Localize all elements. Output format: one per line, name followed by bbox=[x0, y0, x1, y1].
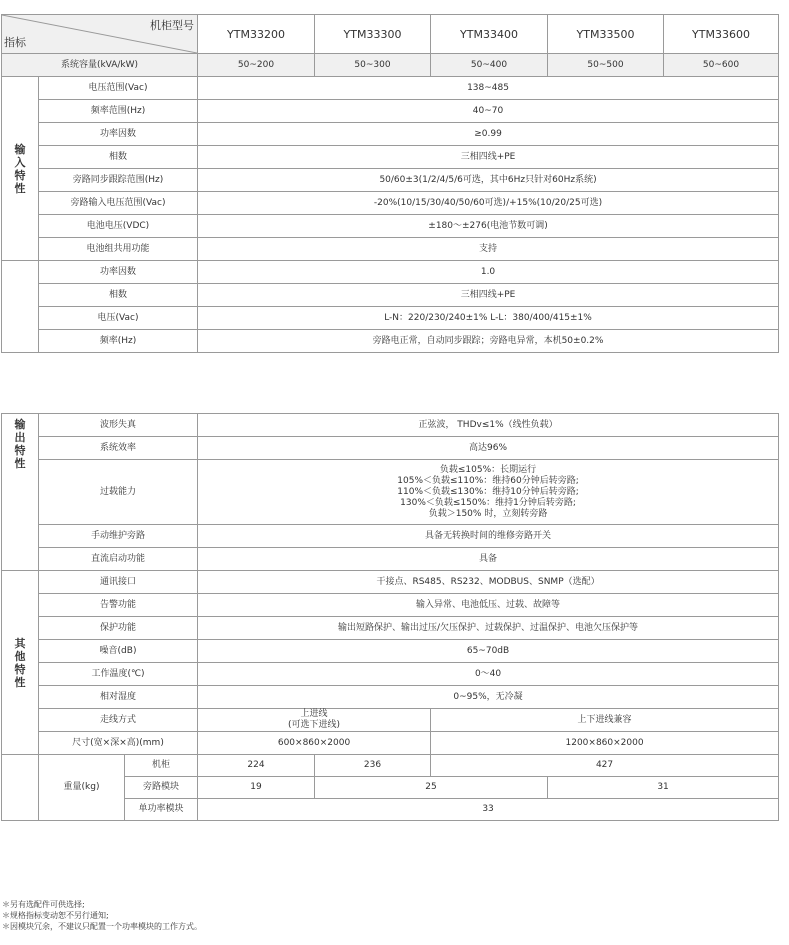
spec-value: ±180～±276(电池节数可调) bbox=[198, 215, 779, 238]
spec-row bbox=[2, 307, 779, 330]
model-header: YTM33300 bbox=[315, 15, 431, 54]
overload-line: 105%＜负载≤110%：维持60分钟后转旁路; bbox=[397, 475, 579, 486]
spec-label: 保护功能 bbox=[39, 617, 198, 640]
wiring-row bbox=[2, 709, 779, 732]
model-header: YTM33500 bbox=[548, 15, 664, 54]
weight-group-cell bbox=[2, 755, 39, 821]
spec-row bbox=[2, 686, 779, 709]
spec-label: 频率范围(Hz) bbox=[39, 100, 198, 123]
spec-value: 输入异常、电池低压、过载、故障等 bbox=[198, 594, 779, 617]
spec-value: 50/60±3(1/2/4/5/6可选，其中6Hz只针对60Hz系统) bbox=[198, 169, 779, 192]
size-row bbox=[2, 732, 779, 755]
spec-label: 直流启动功能 bbox=[39, 548, 198, 571]
weight-sub-label: 单功率模块 bbox=[125, 799, 198, 821]
spec-value: 0～40 bbox=[198, 663, 779, 686]
spec-row bbox=[2, 640, 779, 663]
model-header: YTM33600 bbox=[664, 15, 779, 54]
weight-sub-label: 机柜 bbox=[125, 755, 198, 777]
capacity-value: 50~600 bbox=[664, 54, 779, 77]
overload-line: 负载≤105%：长期运行 bbox=[439, 464, 537, 475]
spec-label: 手动维护旁路 bbox=[39, 525, 198, 548]
spec-row bbox=[2, 437, 779, 460]
footnote: ＊另有选配件可供选择; bbox=[2, 900, 85, 909]
spec-value: 三相四线+PE bbox=[198, 146, 779, 169]
footnote: ＊规格指标变动恕不另行通知; bbox=[2, 911, 109, 920]
spec-value: 65~70dB bbox=[198, 640, 779, 663]
spec-row bbox=[2, 460, 779, 525]
overload-value bbox=[198, 460, 779, 525]
spec-value: 1.0 bbox=[198, 261, 779, 284]
spec-value: 支持 bbox=[198, 238, 779, 261]
weight-value: 224 bbox=[198, 755, 315, 777]
other-group-label: 其 他 特 性 bbox=[2, 571, 39, 755]
overload-line: 110%＜负载≤130%：维持10分钟后转旁路; bbox=[397, 486, 579, 497]
spec-row bbox=[2, 284, 779, 307]
spec-label: 告警功能 bbox=[39, 594, 198, 617]
spec-label: 功率因数 bbox=[39, 261, 198, 284]
header-row bbox=[2, 15, 779, 54]
spec-value: 高达96% bbox=[198, 437, 779, 460]
spec-value: 旁路电正常，自动同步跟踪；旁路电异常，本机50±0.2% bbox=[198, 330, 779, 353]
weight-value: 236 bbox=[315, 755, 431, 777]
spec-label: 系统效率 bbox=[39, 437, 198, 460]
spec-label: 旁路输入电压范围(Vac) bbox=[39, 192, 198, 215]
spec-table-part1 bbox=[1, 14, 779, 353]
spec-value: 138~485 bbox=[198, 77, 779, 100]
wiring-line: 上进线 bbox=[300, 709, 328, 719]
spec-label: 功率因数 bbox=[39, 123, 198, 146]
footnote: ＊因模块冗余，不建议只配置一个功率模块的工作方式。 bbox=[2, 922, 202, 931]
spec-label: 相数 bbox=[39, 146, 198, 169]
spec-value: 三相四线+PE bbox=[198, 284, 779, 307]
spec-value: ≥0.99 bbox=[198, 123, 779, 146]
row-axis-label: 指标 bbox=[4, 36, 26, 49]
spec-value: -20%(10/15/30/40/50/60可选)/+15%(10/20/25可选) bbox=[198, 192, 779, 215]
spec-label: 电池组共用功能 bbox=[39, 238, 198, 261]
spec-row bbox=[2, 525, 779, 548]
spec-label: 相数 bbox=[39, 284, 198, 307]
spec-label: 工作温度(℃) bbox=[39, 663, 198, 686]
spec-row bbox=[2, 617, 779, 640]
corner-header-cell bbox=[2, 15, 198, 54]
spec-label: 波形失真 bbox=[39, 414, 198, 437]
spec-label: 电池电压(VDC) bbox=[39, 215, 198, 238]
capacity-value: 50~400 bbox=[431, 54, 548, 77]
output-group-cell bbox=[2, 261, 39, 353]
spec-label: 相对湿度 bbox=[39, 686, 198, 709]
output-group-label: 输 出 特 性 bbox=[2, 414, 39, 571]
spec-value: L-N：220/230/240±1% L-L：380/400/415±1% bbox=[198, 307, 779, 330]
spec-label: 过载能力 bbox=[39, 460, 198, 525]
weight-value: 19 bbox=[198, 777, 315, 799]
size-right-value: 1200×860×2000 bbox=[431, 732, 779, 755]
spec-value: 具备无转换时间的维修旁路开关 bbox=[198, 525, 779, 548]
capacity-label: 系统容量(kVA/kW) bbox=[2, 54, 198, 77]
spec-row bbox=[2, 215, 779, 238]
spec-label: 尺寸(宽×深×高)(mm) bbox=[39, 732, 198, 755]
spec-label: 频率(Hz) bbox=[39, 330, 198, 353]
capacity-row bbox=[2, 54, 779, 77]
spec-row bbox=[2, 77, 779, 100]
weight-value: 427 bbox=[431, 755, 779, 777]
spec-label: 噪音(dB) bbox=[39, 640, 198, 663]
spec-value: 0~95%，无冷凝 bbox=[198, 686, 779, 709]
spec-row bbox=[2, 146, 779, 169]
spec-value: 40~70 bbox=[198, 100, 779, 123]
weight-sub-label: 旁路模块 bbox=[125, 777, 198, 799]
spec-table-part2 bbox=[1, 413, 779, 821]
spec-row bbox=[2, 100, 779, 123]
wiring-line: (可选下进线) bbox=[288, 720, 341, 730]
spec-value: 具备 bbox=[198, 548, 779, 571]
wiring-right-value: 上下进线兼容 bbox=[431, 709, 779, 732]
model-header: YTM33200 bbox=[198, 15, 315, 54]
footnotes bbox=[2, 899, 202, 932]
spec-row bbox=[2, 169, 779, 192]
spec-value: 正弦波， THDv≤1%（线性负载） bbox=[198, 414, 779, 437]
wiring-left-value bbox=[198, 709, 431, 732]
spec-value: 干接点、RS485、RS232、MODBUS、SNMP（选配） bbox=[198, 571, 779, 594]
spec-row bbox=[2, 192, 779, 215]
spec-label: 通讯接口 bbox=[39, 571, 198, 594]
weight-value: 31 bbox=[548, 777, 779, 799]
spec-row bbox=[2, 261, 779, 284]
spec-value: 输出短路保护、输出过压/欠压保护、过载保护、过温保护、电池欠压保护等 bbox=[198, 617, 779, 640]
spec-row bbox=[2, 571, 779, 594]
capacity-value: 50~300 bbox=[315, 54, 431, 77]
spec-label: 电压范围(Vac) bbox=[39, 77, 198, 100]
spec-label: 走线方式 bbox=[39, 709, 198, 732]
size-left-value: 600×860×2000 bbox=[198, 732, 431, 755]
spec-row bbox=[2, 330, 779, 353]
weight-row-cabinet bbox=[2, 755, 779, 777]
spec-row bbox=[2, 594, 779, 617]
input-group-label: 输 入 特 性 bbox=[2, 77, 39, 261]
capacity-value: 50~500 bbox=[548, 54, 664, 77]
capacity-value: 50~200 bbox=[198, 54, 315, 77]
spec-row bbox=[2, 123, 779, 146]
column-axis-label: 机柜型号 bbox=[150, 19, 195, 32]
weight-label: 重量(kg) bbox=[39, 755, 125, 821]
weight-value: 33 bbox=[198, 799, 779, 821]
spec-row bbox=[2, 238, 779, 261]
spec-row bbox=[2, 548, 779, 571]
spec-label: 电压(Vac) bbox=[39, 307, 198, 330]
spec-row bbox=[2, 663, 779, 686]
overload-line: 负载＞150% 时，立刻转旁路 bbox=[428, 508, 548, 519]
spec-label: 旁路同步跟踪范围(Hz) bbox=[39, 169, 198, 192]
model-header: YTM33400 bbox=[431, 15, 548, 54]
weight-value: 25 bbox=[315, 777, 548, 799]
spec-row bbox=[2, 414, 779, 437]
overload-line: 130%＜负载≤150%：维持1分钟后转旁路; bbox=[400, 497, 576, 508]
